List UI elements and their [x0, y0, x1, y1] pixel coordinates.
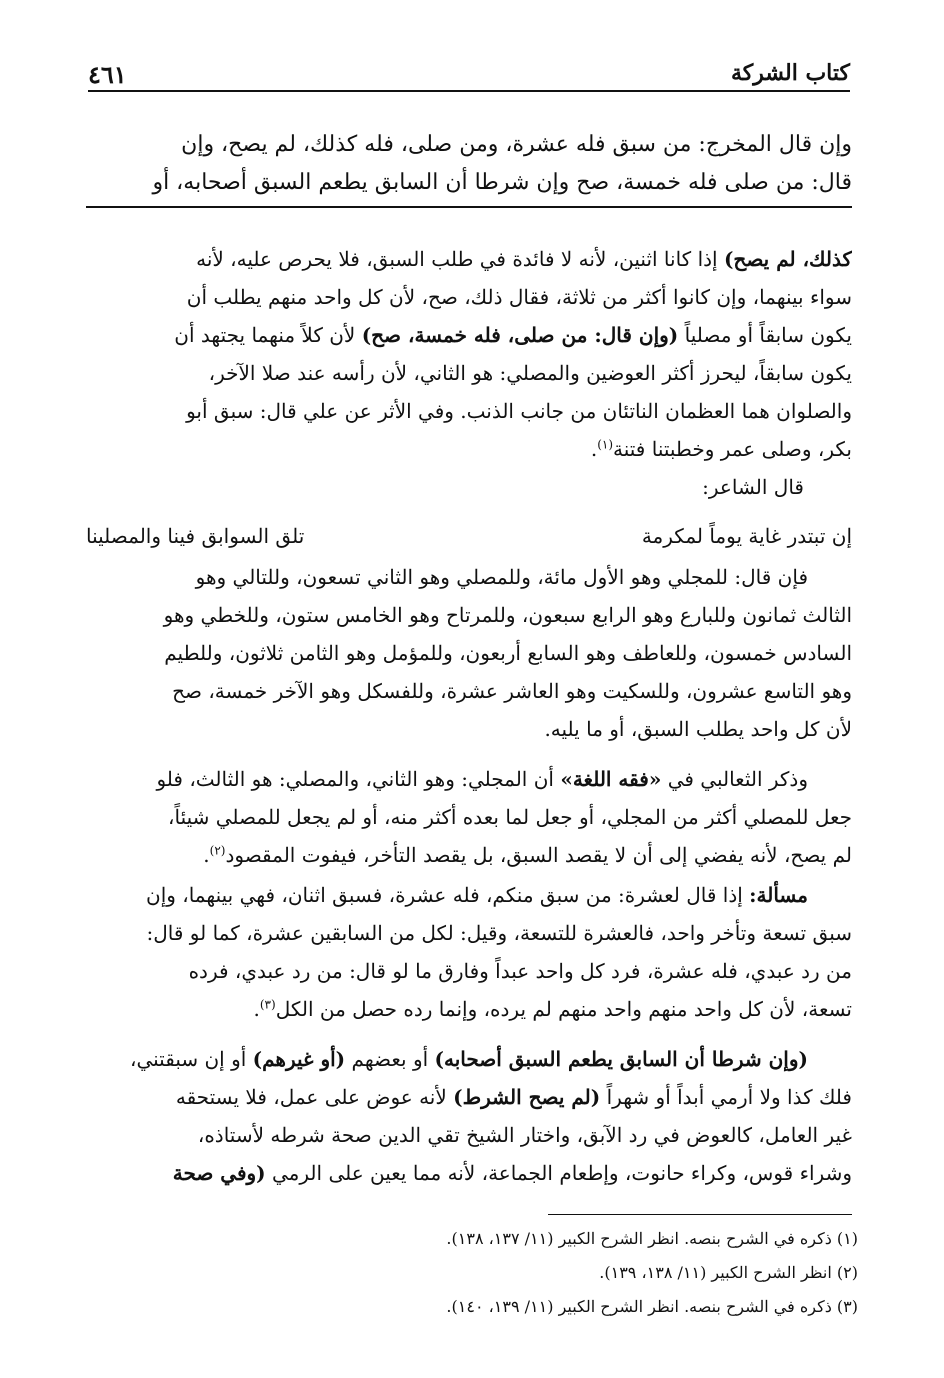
footnote: (٣) ذكره في الشرح بنصه. انظر الشرح الكبير (١١/ ١٣٩، ١٤٠).: [446, 1297, 858, 1316]
text-run: أن المجلي: وهو الثاني، والمصلي: هو الثالث، فلو: [156, 767, 561, 791]
text-line: سواء بينهما، وإن كانوا أكثر من ثلاثة، فقال ذلك، صح، لأن كل واحد منهم يطلب أن: [186, 285, 852, 309]
text-line: سبق تسعة وتأخر واحد، فالعشرة للتسعة، وقيل: لكل من السابقين عشرة، كما لو قال:: [146, 921, 852, 945]
chapter-title: كتاب الشركة: [730, 60, 850, 86]
footnotes: [258, 1222, 858, 1324]
text-run: وذكر الثعالبي في: [661, 767, 808, 791]
bold-quote: (وإن قال: من صلى، فله خمسة، صح): [361, 323, 679, 347]
text-run: أو بعضهم: [345, 1047, 435, 1071]
header-rule: [88, 90, 850, 92]
text-line: لأن كل واحد يطلب السبق، أو ما يليه.: [544, 717, 852, 741]
bold-quote: (وفي صحة: [172, 1161, 266, 1185]
commentary-paragraph-2: [86, 558, 852, 748]
commentary-paragraph-3: [86, 760, 852, 874]
text-line: [86, 1078, 852, 1116]
text-line: [86, 1154, 852, 1192]
text-line: غير العامل، كالعوض في رد الآبق، واختار الشيخ تقي الدين صحة شرطه لأستاذه،: [197, 1123, 852, 1147]
text-run: بكر، وصلى عمر وخطبتنا فتنة: [613, 437, 852, 461]
commentary-paragraph-4: [86, 876, 852, 1028]
bold-quote: كذلك، لم يصح): [723, 247, 852, 271]
text-line: والصلوان هما العظمان الناتئان من جانب الذنب. وفي الأثر عن علي قال: سبق أبو: [186, 399, 852, 423]
text-run: إذا كانا اثنين، لأنه لا فائدة في طلب السبق، فلا يحرص عليه، لأنه: [196, 247, 724, 271]
text-line: من رد عبدي، فله عشرة، فرد كل واحد عبداً وفارق ما لو قال: من رد عبدي، فرده: [188, 959, 852, 983]
text-line: فإن قال: للمجلي وهو الأول مائة، وللمصلي وهو الثاني تسعون، وللتالي وهو: [195, 565, 808, 589]
text-line: [86, 990, 852, 1028]
footnote-ref[interactable]: (٢): [209, 843, 226, 858]
text-run: لم يصح، لأنه يفضي إلى أن لا يقصد السبق، بل يقصد التأخر، فيفوت المقصود: [225, 843, 852, 867]
bold-quote: (أو غيرهم): [252, 1047, 346, 1071]
page-number: ٤٦١: [88, 60, 127, 89]
footnote-separator: [548, 1214, 852, 1215]
running-header: [88, 60, 850, 96]
text-line: الثالث ثمانون وللبارع وهو الرابع سبعون، وللمرتاح وهو الخامس ستون، وللخطي وهو: [163, 603, 852, 627]
footnote-ref[interactable]: (١): [597, 437, 614, 452]
text-line: يكون سابقاً، ليحرز أكثر العوضين والمصلي: هو الثاني، لأن رأسه عند صلا الآخر،: [208, 361, 852, 385]
footnote: (١) ذكره في الشرح بنصه. انظر الشرح الكبير (١١/ ١٣٧، ١٣٨).: [446, 1229, 858, 1248]
poet-intro: [86, 468, 852, 506]
matn-line: وإن قال المخرج: من سبق فله عشرة، ومن صلى، فله كذلك، لم يصح، وإن: [181, 132, 852, 157]
text-line: السادس خمسون، وللعاطف وهو السابع أربعون، وللمؤمل وهو الثامن ثلاثون، وللطيم: [164, 641, 852, 665]
text-line: [86, 760, 852, 798]
footnote-ref[interactable]: (٣): [259, 997, 276, 1012]
text-line: [86, 836, 852, 874]
text-run: تسعة، لأن كل واحد منهم واحد منهم لم يرده، وإنما رده حصل من الكل: [275, 997, 852, 1021]
issue-label: مسألة:: [749, 883, 808, 907]
bold-quote: (لم يصح الشرط): [453, 1085, 601, 1109]
text-run: .: [253, 997, 260, 1021]
matn-text: [86, 126, 852, 202]
text-line: قال الشاعر:: [702, 475, 804, 499]
text-run: لأن كلاً منهما يجتهد أن: [174, 323, 362, 347]
text-run: .: [590, 437, 598, 461]
text-line: [86, 430, 852, 468]
commentary-paragraph-5: [86, 1040, 852, 1192]
commentary-paragraph-1: [86, 240, 852, 468]
matn-line: قال: من صلى فله خمسة، صح وإن شرطا أن السابق يطعم السبق أصحابه، أو: [152, 170, 852, 195]
poem-hemistich-2: تلق السوابق فينا والمصلينا: [86, 524, 305, 548]
text-run: فلك كذا ولا أرمي أبداً أو شهراً: [600, 1085, 852, 1109]
footnote: (٢) انظر الشرح الكبير (١١/ ١٣٨، ١٣٩).: [599, 1263, 858, 1282]
text-line: [86, 316, 852, 354]
matn-separator: [86, 206, 852, 208]
text-line: [86, 1040, 852, 1078]
text-line: وهو التاسع عشرون، وللسكيت وهو العاشر عشرة، وللفسكل وهو الآخر خمسة، صح: [172, 679, 852, 703]
book-title: «فقه اللغة»: [560, 767, 662, 791]
text-run: أو إن سبقتني،: [130, 1047, 253, 1071]
bold-quote: (وإن شرطا أن السابق يطعم السبق أصحابه): [434, 1047, 808, 1071]
text-run: وشراء قوس، وكراء حانوت، وإطعام الجماعة، لأنه مما يعين على الرمي: [265, 1161, 852, 1185]
text-run: إذا قال لعشرة: من سبق منكم، فله عشرة، فسبق اثنان، فهي بينهما، وإن: [146, 883, 750, 907]
text-run: يكون سابقاً أو مصلياً: [678, 323, 852, 347]
text-run: لأنه عوض على عمل، فلا يستحقه: [175, 1085, 454, 1109]
text-line: جعل للمصلي أكثر من المجلي، أو جعل لما بعده أكثر منه، أو لم يجعل للمصلي شيئاً،: [168, 805, 852, 829]
text-run: .: [203, 843, 210, 867]
text-line: [86, 240, 852, 278]
poem-hemistich-1: إن تبتدر غاية يوماً لمكرمة: [641, 524, 852, 548]
text-line: [86, 876, 852, 914]
